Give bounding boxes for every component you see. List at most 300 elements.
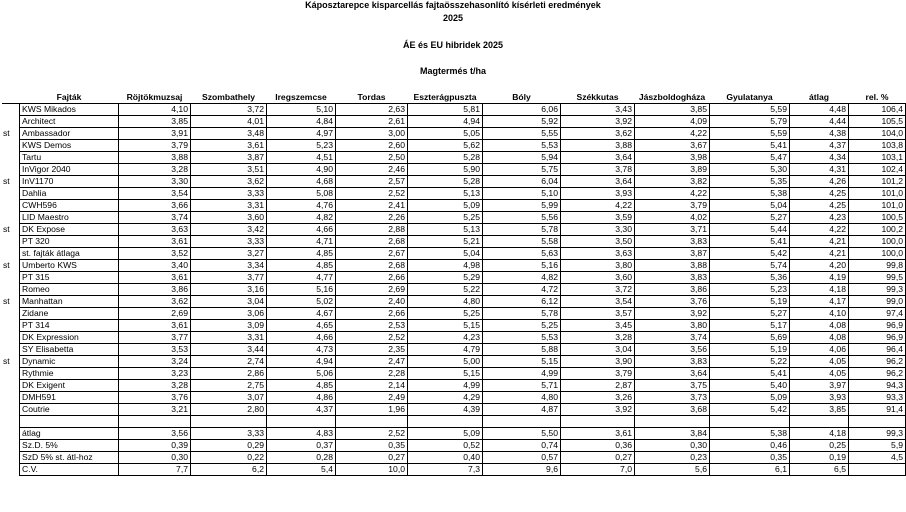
standard-marker (2, 152, 20, 164)
value-cell (849, 464, 906, 476)
value-cell: 96,4 (849, 344, 906, 356)
empty-cell (20, 416, 119, 428)
value-cell: 5,62 (408, 140, 483, 152)
value-cell: 5,63 (483, 248, 561, 260)
value-cell: 3,63 (561, 248, 635, 260)
value-cell: 0,37 (267, 440, 336, 452)
value-cell: 5,00 (408, 356, 483, 368)
variety-name: Romeo (20, 284, 119, 296)
standard-marker (2, 392, 20, 404)
value-cell: 100,0 (849, 248, 906, 260)
table-row (2, 248, 906, 260)
value-cell: 4,21 (790, 236, 849, 248)
value-cell: 4,66 (267, 332, 336, 344)
value-cell: 3,72 (191, 104, 267, 116)
value-cell: 3,06 (191, 308, 267, 320)
value-cell: 0,27 (561, 452, 635, 464)
value-cell: 3,23 (119, 368, 191, 380)
value-cell: 3,85 (635, 104, 710, 116)
value-cell: 3,40 (119, 260, 191, 272)
stats-row (2, 452, 906, 464)
value-cell: 5,69 (710, 332, 790, 344)
stat-name: SzD 5% st. átl-hoz (20, 452, 119, 464)
table-row (2, 404, 906, 416)
value-cell: 3,61 (119, 272, 191, 284)
value-cell: 3,90 (561, 356, 635, 368)
table-row (2, 224, 906, 236)
empty-cell (790, 416, 849, 428)
value-cell: 4,99 (483, 368, 561, 380)
value-cell: 4,38 (790, 128, 849, 140)
value-cell: 6,12 (483, 296, 561, 308)
value-cell: 5,6 (635, 464, 710, 476)
value-cell: 0,74 (483, 440, 561, 452)
value-cell: 5,42 (710, 248, 790, 260)
value-cell: 3,61 (119, 236, 191, 248)
value-cell: 97,4 (849, 308, 906, 320)
standard-marker: st (3, 260, 10, 270)
variety-name: PT 314 (20, 320, 119, 332)
empty-cell (2, 440, 20, 452)
standard-marker (2, 188, 20, 200)
value-cell: 3,42 (191, 224, 267, 236)
value-cell: 4,18 (790, 428, 849, 440)
value-cell: 3,62 (119, 296, 191, 308)
value-cell: 4,94 (408, 116, 483, 128)
value-cell: 3,60 (191, 212, 267, 224)
value-cell: 106,4 (849, 104, 906, 116)
value-cell: 6,06 (483, 104, 561, 116)
value-cell: 3,92 (635, 308, 710, 320)
value-cell: 5,38 (710, 428, 790, 440)
value-cell: 100,2 (849, 224, 906, 236)
value-cell: 3,64 (561, 176, 635, 188)
table-row (2, 104, 906, 116)
value-cell: 100,0 (849, 236, 906, 248)
header-cell: Röjtökmuzsaj (119, 92, 191, 104)
empty-cell (2, 452, 20, 464)
value-cell: 5,09 (710, 392, 790, 404)
table-row (2, 344, 906, 356)
value-cell: 2,74 (191, 356, 267, 368)
standard-marker (2, 284, 20, 296)
empty-cell (119, 416, 191, 428)
value-cell: 0,19 (790, 452, 849, 464)
value-cell: 4,76 (267, 200, 336, 212)
value-cell: 5,29 (408, 272, 483, 284)
value-cell: 0,36 (561, 440, 635, 452)
value-cell: 99,5 (849, 272, 906, 284)
report-subtitle: ÁE és EU hibridek 2025 (402, 40, 504, 50)
value-cell: 4,05 (790, 356, 849, 368)
value-cell: 5,17 (710, 320, 790, 332)
value-cell: 5,15 (408, 320, 483, 332)
value-cell: 3,33 (191, 188, 267, 200)
value-cell: 5,15 (483, 356, 561, 368)
value-cell: 3,52 (119, 248, 191, 260)
value-cell: 3,33 (191, 428, 267, 440)
value-cell: 3,86 (635, 284, 710, 296)
variety-name: Coutrie (20, 404, 119, 416)
value-cell: 4,80 (483, 392, 561, 404)
value-cell: 3,83 (635, 272, 710, 284)
value-cell: 2,40 (336, 296, 408, 308)
value-cell: 2,35 (336, 344, 408, 356)
value-cell: 7,7 (119, 464, 191, 476)
value-cell: 2,75 (191, 380, 267, 392)
value-cell: 0,28 (267, 452, 336, 464)
value-cell: 6,5 (790, 464, 849, 476)
table-row (2, 140, 906, 152)
value-cell: 2,66 (336, 308, 408, 320)
value-cell: 4,99 (408, 380, 483, 392)
value-cell: 3,60 (561, 272, 635, 284)
table-row (2, 236, 906, 248)
value-cell: 3,16 (191, 284, 267, 296)
value-cell: 2,28 (336, 368, 408, 380)
value-cell: 3,54 (561, 296, 635, 308)
value-cell: 4,29 (408, 392, 483, 404)
value-cell: 2,46 (336, 164, 408, 176)
value-cell: 5,05 (408, 128, 483, 140)
value-cell: 3,66 (119, 200, 191, 212)
value-cell: 105,5 (849, 116, 906, 128)
value-cell: 3,76 (635, 296, 710, 308)
table-row (2, 260, 906, 272)
value-cell: 94,3 (849, 380, 906, 392)
value-cell: 5,94 (483, 152, 561, 164)
value-cell: 2,49 (336, 392, 408, 404)
value-cell: 4,22 (635, 188, 710, 200)
value-cell: 3,54 (119, 188, 191, 200)
variety-name: Ambassador (20, 128, 119, 140)
value-cell: 5,30 (710, 164, 790, 176)
value-cell: 3,48 (191, 128, 267, 140)
variety-name: Umberto KWS (20, 260, 119, 272)
value-cell: 3,97 (790, 380, 849, 392)
value-cell: 5,47 (710, 152, 790, 164)
value-cell: 2,69 (336, 284, 408, 296)
value-cell: 0,22 (191, 452, 267, 464)
value-cell: 3,61 (561, 428, 635, 440)
value-cell: 4,22 (790, 224, 849, 236)
variety-name: PT 320 (20, 236, 119, 248)
value-cell: 2,26 (336, 212, 408, 224)
value-cell: 3,77 (119, 332, 191, 344)
value-cell: 2,67 (336, 248, 408, 260)
value-cell: 4,90 (267, 164, 336, 176)
report-title: Káposztarepce kisparcellás fajtaösszehasonlító kísérleti eredmények (305, 0, 601, 10)
standard-marker (2, 104, 20, 116)
value-cell: 2,50 (336, 152, 408, 164)
value-cell: 3,64 (635, 368, 710, 380)
value-cell: 4,01 (191, 116, 267, 128)
value-cell: 6,04 (483, 176, 561, 188)
value-cell: 3,75 (635, 380, 710, 392)
table-row (2, 200, 906, 212)
value-cell: 3,43 (561, 104, 635, 116)
value-cell: 0,40 (408, 452, 483, 464)
value-cell: 3,92 (561, 404, 635, 416)
value-cell: 5,04 (710, 200, 790, 212)
table-row (2, 284, 906, 296)
stats-row (2, 428, 906, 440)
value-cell: 0,57 (483, 452, 561, 464)
value-cell: 2,68 (336, 236, 408, 248)
value-cell: 4,18 (790, 284, 849, 296)
value-cell: 5,16 (267, 284, 336, 296)
value-cell: 3,85 (790, 404, 849, 416)
value-cell: 5,19 (710, 344, 790, 356)
value-cell: 2,53 (336, 320, 408, 332)
value-cell: 5,78 (483, 224, 561, 236)
value-cell: 96,9 (849, 332, 906, 344)
variety-name: Zidane (20, 308, 119, 320)
value-cell: 4,51 (267, 152, 336, 164)
standard-marker (2, 200, 20, 212)
value-cell: 3,72 (561, 284, 635, 296)
value-cell: 3,51 (191, 164, 267, 176)
value-cell: 2,87 (561, 380, 635, 392)
value-cell: 5,25 (408, 212, 483, 224)
value-cell: 3,86 (119, 284, 191, 296)
value-cell: 4,02 (635, 212, 710, 224)
value-cell: 6,1 (710, 464, 790, 476)
value-cell: 3,28 (119, 380, 191, 392)
value-cell: 2,69 (119, 308, 191, 320)
table-row (2, 116, 906, 128)
table-row (2, 296, 906, 308)
value-cell: 3,85 (119, 116, 191, 128)
stat-name: Sz.D. 5% (20, 440, 119, 452)
variety-name: DMH591 (20, 392, 119, 404)
value-cell: 5,79 (710, 116, 790, 128)
value-cell: 3,62 (561, 128, 635, 140)
value-cell: 4,84 (267, 116, 336, 128)
standard-marker: st (3, 176, 10, 186)
table-row (2, 308, 906, 320)
value-cell: 4,37 (790, 140, 849, 152)
header-cell: Eszterágpuszta (408, 92, 483, 104)
empty-cell (267, 416, 336, 428)
value-cell: 3,56 (635, 344, 710, 356)
value-cell: 4,85 (267, 380, 336, 392)
value-cell: 3,34 (191, 260, 267, 272)
header-cell: Gyulatanya (710, 92, 790, 104)
value-cell: 5,53 (483, 140, 561, 152)
empty-cell (849, 416, 906, 428)
variety-name: Tartu (20, 152, 119, 164)
value-cell: 3,76 (119, 392, 191, 404)
value-cell: 2,66 (336, 272, 408, 284)
value-cell: 3,79 (119, 140, 191, 152)
value-cell: 4,82 (483, 272, 561, 284)
value-cell: 3,80 (561, 260, 635, 272)
variety-name: DK Expression (20, 332, 119, 344)
value-cell: 5,25 (483, 320, 561, 332)
value-cell: 99,8 (849, 260, 906, 272)
value-cell: 5,55 (483, 128, 561, 140)
value-cell: 4,05 (790, 368, 849, 380)
header-cell: Szombathely (191, 92, 267, 104)
value-cell: 1,96 (336, 404, 408, 416)
value-cell: 7,3 (408, 464, 483, 476)
empty-cell (336, 416, 408, 428)
value-cell: 3,09 (191, 320, 267, 332)
variety-name: Manhattan (20, 296, 119, 308)
value-cell: 4,08 (790, 320, 849, 332)
value-cell: 2,61 (336, 116, 408, 128)
value-cell: 3,30 (119, 176, 191, 188)
value-cell: 0,23 (635, 452, 710, 464)
value-cell: 96,2 (849, 368, 906, 380)
value-cell: 4,44 (790, 116, 849, 128)
value-cell: 5,28 (408, 152, 483, 164)
variety-name: SY Elisabetta (20, 344, 119, 356)
value-cell: 5,9 (849, 440, 906, 452)
value-cell: 5,53 (483, 332, 561, 344)
value-cell: 10,0 (336, 464, 408, 476)
value-cell: 4,5 (849, 452, 906, 464)
value-cell: 5,25 (408, 308, 483, 320)
value-cell: 3,77 (191, 272, 267, 284)
value-cell: 2,52 (336, 332, 408, 344)
value-cell: 5,59 (710, 104, 790, 116)
empty-cell (191, 416, 267, 428)
value-cell: 4,48 (790, 104, 849, 116)
table-row (2, 188, 906, 200)
value-cell: 5,42 (710, 404, 790, 416)
standard-marker (2, 332, 20, 344)
value-cell: 3,00 (336, 128, 408, 140)
value-cell: 5,40 (710, 380, 790, 392)
value-cell: 3,84 (635, 428, 710, 440)
value-cell: 0,39 (119, 440, 191, 452)
value-cell: 3,04 (191, 296, 267, 308)
standard-marker (2, 404, 20, 416)
value-cell: 5,13 (408, 224, 483, 236)
value-cell: 3,78 (561, 164, 635, 176)
empty-cell (2, 464, 20, 476)
value-cell: 3,63 (119, 224, 191, 236)
variety-name: KWS Demos (20, 140, 119, 152)
value-cell: 3,28 (119, 164, 191, 176)
value-cell: 5,06 (267, 368, 336, 380)
header-cell: átlag (790, 92, 849, 104)
standard-marker (2, 236, 20, 248)
value-cell: 3,82 (635, 176, 710, 188)
value-cell: 5,74 (710, 260, 790, 272)
value-cell: 104,0 (849, 128, 906, 140)
standard-marker: st (3, 356, 10, 366)
value-cell: 0,35 (710, 452, 790, 464)
value-cell: 4,71 (267, 236, 336, 248)
value-cell: 3,04 (561, 344, 635, 356)
empty-cell (635, 416, 710, 428)
value-cell: 3,88 (635, 260, 710, 272)
value-cell: 3,62 (191, 176, 267, 188)
value-cell: 2,88 (336, 224, 408, 236)
value-cell: 99,3 (849, 284, 906, 296)
value-cell: 96,9 (849, 320, 906, 332)
standard-marker (2, 308, 20, 320)
value-cell: 2,68 (336, 260, 408, 272)
empty-cell (710, 416, 790, 428)
value-cell: 2,52 (336, 188, 408, 200)
value-cell: 102,4 (849, 164, 906, 176)
header-cell: Iregszemcse (267, 92, 336, 104)
value-cell: 5,35 (710, 176, 790, 188)
value-cell: 3,21 (119, 404, 191, 416)
value-cell: 2,14 (336, 380, 408, 392)
value-cell: 5,23 (710, 284, 790, 296)
empty-cell (2, 416, 20, 428)
value-cell: 5,41 (710, 236, 790, 248)
value-cell: 4,87 (483, 404, 561, 416)
value-cell: 5,10 (483, 188, 561, 200)
value-cell: 2,52 (336, 428, 408, 440)
value-cell: 3,33 (191, 236, 267, 248)
value-cell: 5,41 (710, 140, 790, 152)
value-cell: 2,63 (336, 104, 408, 116)
empty-cell (2, 428, 20, 440)
value-cell: 101,0 (849, 200, 906, 212)
variety-name: InV1170 (20, 176, 119, 188)
value-cell: 3,24 (119, 356, 191, 368)
variety-name: Rythmie (20, 368, 119, 380)
value-cell: 3,74 (635, 332, 710, 344)
value-cell: 3,87 (191, 152, 267, 164)
header-cell: Bóly (483, 92, 561, 104)
value-cell: 3,93 (790, 392, 849, 404)
value-cell: 3,71 (635, 224, 710, 236)
value-cell: 4,22 (635, 128, 710, 140)
value-cell: 4,10 (790, 308, 849, 320)
value-cell: 3,79 (635, 200, 710, 212)
value-cell: 4,65 (267, 320, 336, 332)
value-cell: 3,74 (119, 212, 191, 224)
value-cell: 3,31 (191, 200, 267, 212)
value-cell: 4,73 (267, 344, 336, 356)
value-cell: 5,99 (483, 200, 561, 212)
value-cell: 3,59 (561, 212, 635, 224)
header-st (2, 92, 20, 104)
value-cell: 103,8 (849, 140, 906, 152)
table-row (2, 128, 906, 140)
value-cell: 3,73 (635, 392, 710, 404)
value-cell: 91,4 (849, 404, 906, 416)
value-cell: 3,83 (635, 356, 710, 368)
standard-marker (2, 344, 20, 356)
value-cell: 5,36 (710, 272, 790, 284)
value-cell: 5,22 (710, 356, 790, 368)
value-cell: 5,04 (408, 248, 483, 260)
value-cell: 0,27 (336, 452, 408, 464)
standard-marker (2, 248, 20, 260)
value-cell: 5,02 (267, 296, 336, 308)
report-year: 2025 (442, 13, 464, 23)
value-cell: 3,92 (561, 116, 635, 128)
value-cell: 0,25 (790, 440, 849, 452)
value-cell: 5,75 (483, 164, 561, 176)
value-cell: 103,1 (849, 152, 906, 164)
value-cell: 4,31 (790, 164, 849, 176)
value-cell: 9,6 (483, 464, 561, 476)
value-cell: 4,85 (267, 248, 336, 260)
standard-marker: st (3, 128, 10, 138)
value-cell: 3,89 (635, 164, 710, 176)
value-cell: 4,83 (267, 428, 336, 440)
